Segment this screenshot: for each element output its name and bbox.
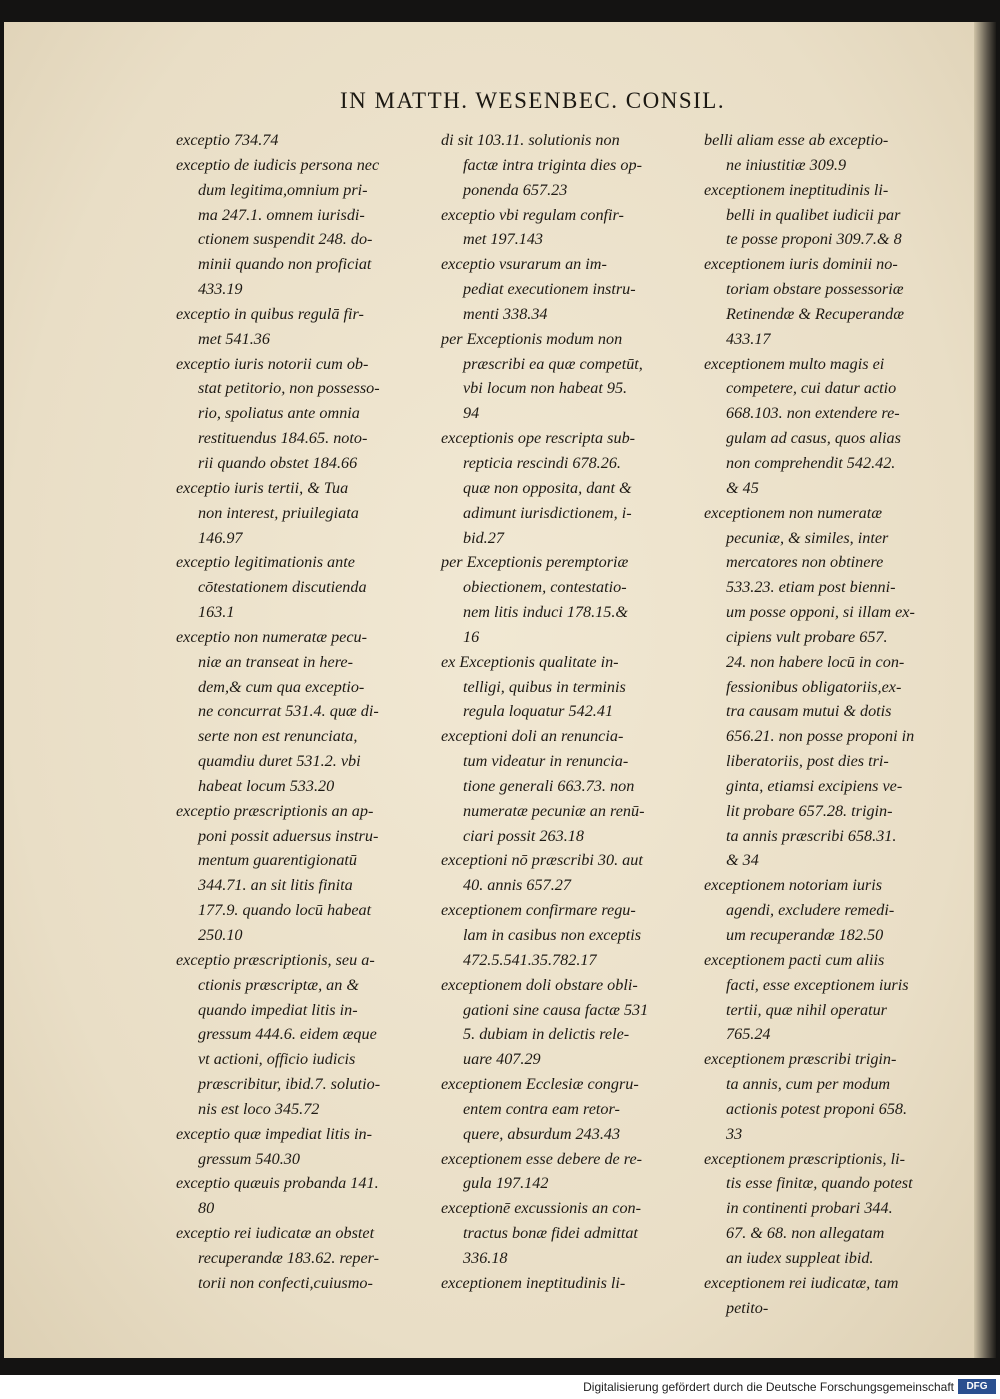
- index-line: ne concurrat 531.4. quæ di-: [198, 702, 379, 721]
- index-line: agendi, excludere remedi-: [726, 901, 895, 920]
- index-line: 40. annis 657.27: [463, 876, 571, 895]
- index-line: toriam obstare possessoriæ: [726, 280, 904, 299]
- index-line: 177.9. quando locū habeat: [198, 901, 372, 920]
- index-line: regula loquatur 542.41: [463, 702, 614, 721]
- index-line: exceptio præscriptionis, seu a-: [176, 950, 375, 969]
- index-line: mercatores non obtinere: [726, 553, 884, 572]
- index-line: recuperandæ 183.62. reper-: [198, 1248, 380, 1267]
- index-line: exceptionem præscriptionis, li-: [704, 1149, 905, 1168]
- index-line: lit probare 657.28. trigin-: [726, 801, 893, 820]
- index-line: exceptionem præscribi trigin-: [704, 1050, 897, 1069]
- index-line: tum videatur in renuncia-: [463, 752, 629, 771]
- index-line: tis esse finitæ, quando potest: [726, 1174, 913, 1193]
- index-line: exceptionem confirmare regu-: [441, 901, 636, 920]
- index-line: torii non confecti,cuiusmo-: [198, 1273, 373, 1292]
- index-line: exceptio vbi regulam confir-: [441, 205, 624, 224]
- index-line: Retinendæ & Recuperandæ: [726, 304, 905, 323]
- index-line: exceptio præscriptionis an ap-: [176, 801, 374, 820]
- index-line: exceptioni nō præscribi 30. aut: [441, 851, 643, 870]
- index-line: uare 407.29: [463, 1050, 541, 1069]
- index-line: ex Exceptionis qualitate in-: [441, 652, 619, 671]
- index-line: quamdiu duret 531.2. vbi: [198, 752, 361, 771]
- index-line: exceptio iuris notorii cum ob-: [176, 354, 369, 373]
- index-line: ponenda 657.23: [463, 180, 568, 199]
- index-line: tione generali 663.73. non: [463, 776, 635, 795]
- index-line: serte non est renunciata,: [198, 727, 358, 746]
- index-line: exceptio 734.74: [176, 131, 279, 149]
- index-line: nem litis induci 178.15.&: [463, 603, 629, 622]
- index-line: exceptionē excussionis an con-: [441, 1199, 642, 1218]
- index-line: lam in casibus non exceptis: [463, 926, 642, 944]
- index-line: ta annis præscribi 658.31.: [726, 826, 897, 845]
- index-line: 163.1: [198, 603, 235, 622]
- index-line: restituendus 184.65. noto-: [198, 429, 368, 448]
- index-line: per Exceptionis modum non: [441, 329, 623, 348]
- index-line: 67. & 68. non allegatam: [726, 1224, 885, 1243]
- index-line: exceptio legitimationis ante: [176, 553, 355, 572]
- index-column-2: [441, 128, 703, 1296]
- index-line: exceptio quæuis probanda 141.: [176, 1174, 379, 1193]
- index-line: facti, esse exceptionem iuris: [726, 975, 909, 994]
- dfg-logo: DFG: [958, 1379, 996, 1394]
- index-line: exceptio rei iudicatæ an obstet: [176, 1224, 375, 1243]
- index-line: habeat locum 533.20: [198, 776, 335, 795]
- index-line: 146.97: [198, 528, 243, 547]
- index-line: entem contra eam retor-: [463, 1099, 620, 1118]
- index-line: quæ non opposita, dant &: [463, 478, 632, 497]
- index-line: & 45: [726, 478, 759, 497]
- index-line: vt actioni, officio iudicis: [198, 1050, 356, 1069]
- index-line: 656.21. non posse proponi in: [726, 727, 915, 746]
- index-line: adimunt iurisdictionem, i-: [463, 503, 632, 522]
- index-line: dem,& cum qua exceptio-: [198, 677, 365, 696]
- index-line: di sit 103.11. solutionis non: [441, 131, 620, 149]
- index-line: ginta, etiamsi excipiens ve-: [726, 776, 903, 795]
- index-line: 94: [463, 404, 480, 423]
- index-line: rio, spoliatus ante omnia: [198, 404, 360, 423]
- index-line: cōtestationem discutienda: [198, 578, 367, 597]
- index-line: an iudex suppleat ibid.: [726, 1248, 874, 1267]
- index-line: 33: [726, 1124, 743, 1143]
- index-line: exceptionem rei iudicatæ, tam: [704, 1273, 899, 1292]
- index-line: menti 338.34: [463, 304, 548, 323]
- index-line: non interest, priuilegiata: [198, 503, 359, 522]
- running-header: IN MATTH. WESENBEC. CONSIL.: [340, 88, 726, 113]
- index-line: tertii, quæ nihil operatur: [726, 1000, 887, 1019]
- index-line: exceptionem non numeratæ: [704, 503, 883, 522]
- index-line: exceptionem notoriam iuris: [704, 876, 883, 895]
- index-line: exceptio iuris tertii, & Tua: [176, 478, 349, 497]
- index-line: nis est loco 345.72: [198, 1099, 320, 1118]
- index-column-3: [704, 128, 966, 1321]
- index-line: repticia rescindi 678.26.: [463, 453, 621, 472]
- index-line: exceptionem doli obstare obli-: [441, 975, 638, 994]
- index-line: exceptionem iuris dominii no-: [704, 255, 898, 274]
- funding-credit: Digitalisierung gefördert durch die Deutsche Forschungsgemeinschaft: [583, 1380, 954, 1394]
- page-gutter: [974, 22, 996, 1358]
- index-line: quere, absurdum 243.43: [463, 1124, 621, 1143]
- index-line: ne iniustitiæ 309.9: [726, 155, 847, 174]
- index-line: bid.27: [463, 528, 504, 547]
- index-line: gationi sine causa factæ 531: [463, 1000, 649, 1019]
- index-line: 5. dubiam in delictis rele-: [463, 1025, 630, 1044]
- index-line: in continenti probari 344.: [726, 1199, 893, 1218]
- index-line: præscribitur, ibid.7. solutio-: [198, 1075, 381, 1094]
- index-line: exceptio de iudicis persona nec: [176, 155, 380, 174]
- index-line: exceptionem ineptitudinis li-: [704, 180, 889, 199]
- index-line: numeratæ pecuniæ an renū-: [463, 801, 645, 820]
- index-line: ciari possit 263.18: [463, 826, 584, 845]
- index-line: um recuperandæ 182.50: [726, 926, 884, 944]
- index-line: dum legitima,omnium pri-: [198, 180, 368, 199]
- footer-bar: [0, 1375, 1000, 1399]
- index-line: pediat executionem instru-: [463, 280, 636, 299]
- index-line: belli in qualibet iudicii par: [726, 205, 901, 224]
- index-line: 344.71. an sit litis finita: [198, 876, 353, 895]
- index-line: niæ an transeat in here-: [198, 652, 353, 671]
- index-line: & 34: [726, 851, 759, 870]
- index-line: ctionis præscriptæ, an &: [198, 975, 359, 994]
- index-line: minii quando non proficiat: [198, 255, 372, 274]
- index-line: 250.10: [198, 926, 243, 944]
- index-line: pecuniæ, & similes, inter: [726, 528, 889, 547]
- index-line: 765.24: [726, 1025, 771, 1044]
- index-line: per Exceptionis peremptoriæ: [441, 553, 629, 572]
- index-column-1: [176, 128, 438, 1296]
- index-line: ctionem suspendit 248. do-: [198, 230, 373, 249]
- index-line: actionis potest proponi 658.: [726, 1099, 908, 1118]
- index-line: rii quando obstet 184.66: [198, 453, 358, 472]
- index-line: non comprehendit 542.42.: [726, 453, 896, 472]
- index-line: mentum guarentigionatū: [198, 851, 358, 870]
- index-line: met 197.143: [463, 230, 544, 249]
- index-line: exceptionem multo magis ei: [704, 354, 885, 373]
- index-line: 533.23. etiam post bienni-: [726, 578, 896, 597]
- index-line: 80: [198, 1199, 215, 1218]
- index-line: exceptionem pacti cum aliis: [704, 950, 885, 969]
- index-line: gula 197.142: [463, 1174, 549, 1193]
- index-line: 24. non habere locū in con-: [726, 652, 905, 671]
- index-line: exceptioni doli an renuncia-: [441, 727, 624, 746]
- index-line: exceptio non numeratæ pecu-: [176, 627, 368, 646]
- index-line: gressum 540.30: [198, 1149, 300, 1168]
- index-line: exceptionem esse debere de re-: [441, 1149, 643, 1168]
- index-line: factæ intra triginta dies op-: [463, 155, 642, 174]
- index-line: 433.19: [198, 280, 243, 299]
- index-line: gulam ad casus, quos alias: [726, 429, 901, 448]
- index-line: poni possit aduersus instru-: [198, 826, 379, 845]
- index-line: exceptionem Ecclesiæ congru-: [441, 1075, 639, 1094]
- index-line: exceptio in quibus regulā fir-: [176, 304, 364, 323]
- index-line: exceptionis ope rescripta sub-: [441, 429, 636, 448]
- index-line: exceptio quæ impediat litis in-: [176, 1124, 373, 1143]
- index-line: 336.18: [463, 1248, 508, 1267]
- index-line: um posse opponi, si illam ex-: [726, 603, 915, 622]
- index-line: stat petitorio, non possesso-: [198, 379, 380, 398]
- index-line: te posse proponi 309.7.& 8: [726, 230, 902, 249]
- index-line: vbi locum non habeat 95.: [463, 379, 628, 398]
- index-line: præscribi ea quæ competūt,: [463, 354, 643, 373]
- index-line: gressum 444.6. eidem æque: [198, 1025, 377, 1044]
- index-line: petito-: [726, 1298, 769, 1317]
- index-line: fessionibus obligatoriis,ex-: [726, 677, 902, 696]
- index-line: 16: [463, 627, 480, 646]
- index-line: tractus bonæ fidei admittat: [463, 1224, 638, 1243]
- index-line: quando impediat litis in-: [198, 1000, 358, 1019]
- index-line: exceptionem ineptitudinis li-: [441, 1273, 626, 1292]
- index-line: ma 247.1. omnem iurisdi-: [198, 205, 365, 224]
- index-line: liberatoriis, post dies tri-: [726, 752, 889, 771]
- index-line: obiectionem, contestatio-: [463, 578, 627, 597]
- index-line: tra causam mutui & dotis: [726, 702, 892, 721]
- index-line: telligi, quibus in terminis: [463, 677, 626, 696]
- index-line: competere, cui datur actio: [726, 379, 897, 398]
- index-line: exceptio vsurarum an im-: [441, 255, 607, 274]
- index-line: belli aliam esse ab exceptio-: [704, 131, 889, 149]
- index-line: 472.5.541.35.782.17: [463, 950, 597, 969]
- index-line: met 541.36: [198, 329, 270, 348]
- index-line: 433.17: [726, 329, 771, 348]
- index-line: 668.103. non extendere re-: [726, 404, 900, 423]
- index-line: cipiens vult probare 657.: [726, 627, 888, 646]
- index-line: ta annis, cum per modum: [726, 1075, 891, 1094]
